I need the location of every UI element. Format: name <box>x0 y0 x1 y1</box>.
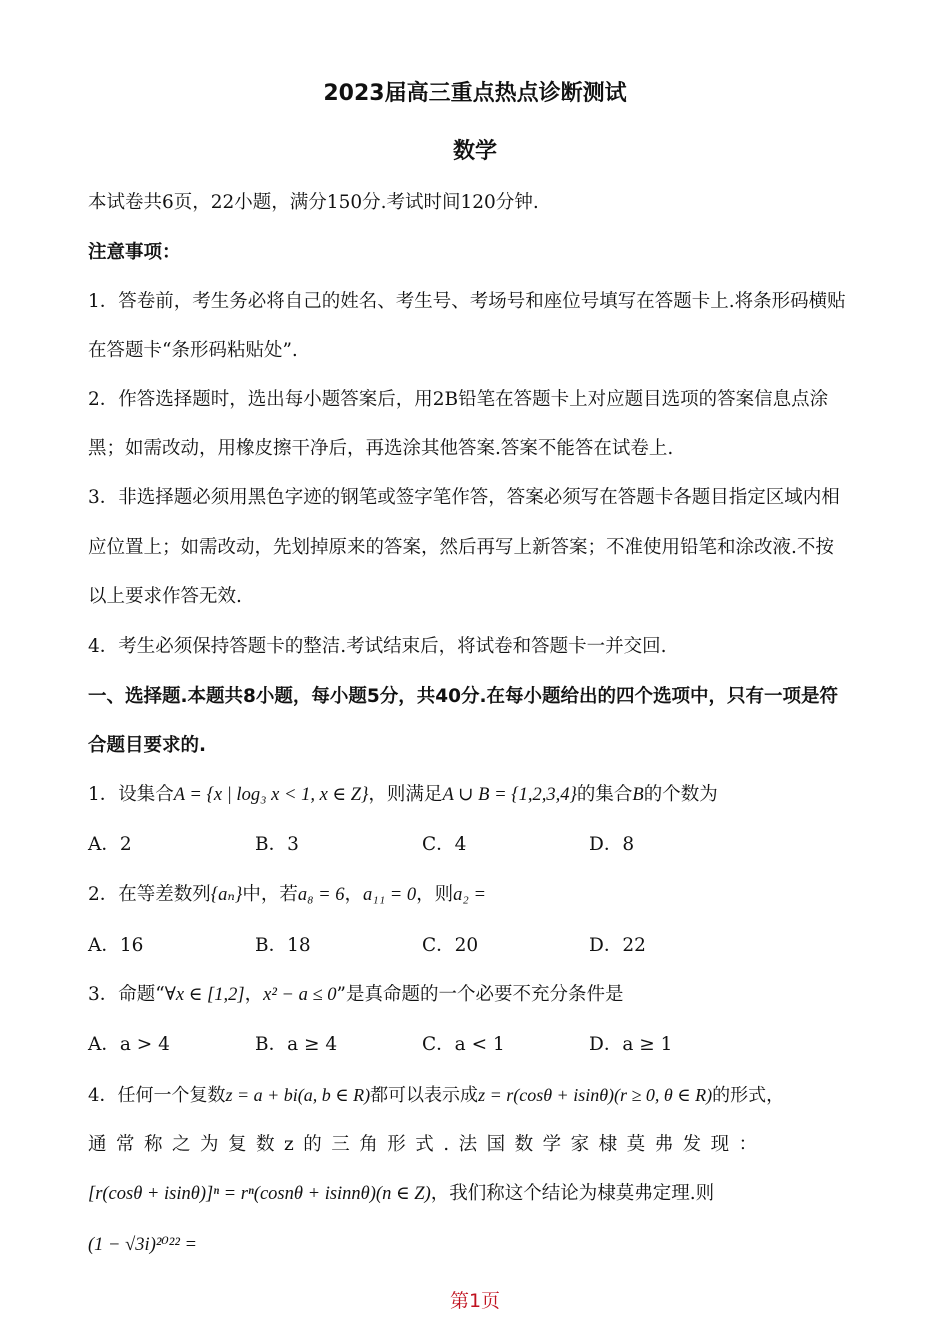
notice-line-7: 以上要求作答无效. <box>88 586 242 607</box>
q4-text-d: ，我们称这个结论为棣莫弗定理.则 <box>430 1183 715 1204</box>
q3-option-d[interactable]: D．a ≥ 1 <box>589 1034 673 1055</box>
q2-option-b[interactable]: B．18 <box>255 935 311 956</box>
q3-math-ineq: x² − a ≤ 0 <box>263 985 337 1005</box>
exam-intro: 本试卷共6页，22小题，满分150分.考试时间120分钟. <box>88 192 539 213</box>
q1-option-b[interactable]: B．3 <box>255 834 299 855</box>
notice-line-1: 1．答卷前，考生务必将自己的姓名、考生号、考场号和座位号填写在答题卡上.将条形码横贴 <box>88 291 846 312</box>
notice-line-2: 在答题卡“条形码粘贴处”. <box>88 340 298 361</box>
question-4-stem-line-2: 通常称之为复数z的三角形式.法国数学家棣莫弗发现： <box>88 1134 767 1155</box>
exam-title: 2023届高三重点热点诊断测试 <box>323 81 627 106</box>
question-3-options <box>88 1032 756 1058</box>
notice-line-6: 应位置上；如需改动，先划掉原来的答案，然后再写上新答案；不准使用铅笔和涂改液.不按 <box>88 537 834 558</box>
question-4-stem-line-1 <box>88 1082 784 1109</box>
q2-math-a11: a₁₁ = 0 <box>363 885 417 905</box>
question-4-stem-line-3 <box>88 1181 714 1207</box>
q1-text-b: ，则满足 <box>368 784 443 805</box>
q1-math-set-a: A = {x | log₃ x < 1, x ∈ Z} <box>173 785 369 805</box>
q1-option-d[interactable]: D．8 <box>589 834 635 855</box>
question-1-options <box>88 832 756 858</box>
q3-option-a[interactable]: A．a > 4 <box>88 1034 170 1055</box>
q2-text-c: ， <box>344 884 364 905</box>
question-2-options <box>88 933 756 959</box>
notice-line-5: 3．非选择题必须用黑色字迹的钢笔或签字笔作答，答案必须写在答题卡各题目指定区域内相 <box>88 487 840 508</box>
q3-math-forall: ∀x ∈ [1,2] <box>164 985 245 1005</box>
q1-math-union: A ∪ B = {1,2,3,4} <box>442 785 577 805</box>
section-heading-line-2: 合题目要求的. <box>88 735 207 756</box>
q1-option-c[interactable]: C．4 <box>422 834 467 855</box>
q1-math-b: B <box>632 785 644 805</box>
q3-text-c: ”是真命题的一个必要不充分条件是 <box>336 984 624 1005</box>
q2-text-b: 中，若 <box>242 884 298 905</box>
q1-text-a: 1．设集合 <box>88 784 174 805</box>
q3-text-b: ， <box>244 984 264 1005</box>
question-3-stem <box>88 982 623 1008</box>
subject-title: 数学 <box>452 139 497 164</box>
question-1-stem <box>88 782 718 808</box>
q4-text-b: 都可以表示成 <box>370 1085 479 1106</box>
notice-line-3: 2．作答选择题时，选出每小题答案后，用2B铅笔在答题卡上对应题目选项的答案信息点涂 <box>88 389 829 410</box>
q2-text-d: ，则 <box>416 884 454 905</box>
q2-math-a8: a₈ = 6 <box>297 885 345 905</box>
q2-option-d[interactable]: D．22 <box>589 935 646 956</box>
q1-text-d: 的个数为 <box>643 784 718 805</box>
q2-math-a2: a₂ = <box>453 885 486 905</box>
page-number: 第1页 <box>449 1290 501 1312</box>
notice-heading: 注意事项： <box>88 242 181 263</box>
q1-text-c: 的集合 <box>576 784 633 805</box>
q4-math-trig-form: z = r(cosθ + isinθ)(r ≥ 0, θ ∈ R) <box>478 1085 713 1105</box>
q1-option-a[interactable]: A．2 <box>88 834 132 855</box>
q4-math-de-moivre: [r(cosθ + isinθ)]ⁿ = rⁿ(cosnθ + isinnθ)(n ∈ Z) <box>88 1184 431 1204</box>
q2-math-seq: {aₙ} <box>210 885 243 905</box>
notice-line-4: 黑；如需改动，用橡皮擦干净后，再选涂其他答案.答案不能答在试卷上. <box>88 438 674 459</box>
q2-option-a[interactable]: A．16 <box>88 935 144 956</box>
q4-math-complex: z = a + bi(a, b ∈ R) <box>225 1085 371 1105</box>
q4-math-power: (1 − √3i)²⁰²² = <box>88 1235 198 1255</box>
q2-option-c[interactable]: C．20 <box>422 935 479 956</box>
q4-text-a: 4．任何一个复数 <box>88 1085 226 1106</box>
q3-option-b[interactable]: B．a ≥ 4 <box>255 1034 338 1055</box>
question-4-stem-line-4 <box>88 1232 197 1258</box>
question-2-stem <box>88 882 486 908</box>
q2-text-a: 2．在等差数列 <box>88 884 211 905</box>
section-heading-line-1: 一、选择题.本题共8小题，每小题5分，共40分.在每小题给出的四个选项中，只有一项是符 <box>88 686 839 707</box>
q4-text-c: 的形式， <box>712 1085 785 1106</box>
q3-text-a: 3．命题“ <box>88 984 165 1005</box>
notice-line-8: 4．考生必须保持答题卡的整洁.考试结束后，将试卷和答题卡一并交回. <box>88 636 667 657</box>
q3-option-c[interactable]: C．a < 1 <box>422 1034 505 1055</box>
